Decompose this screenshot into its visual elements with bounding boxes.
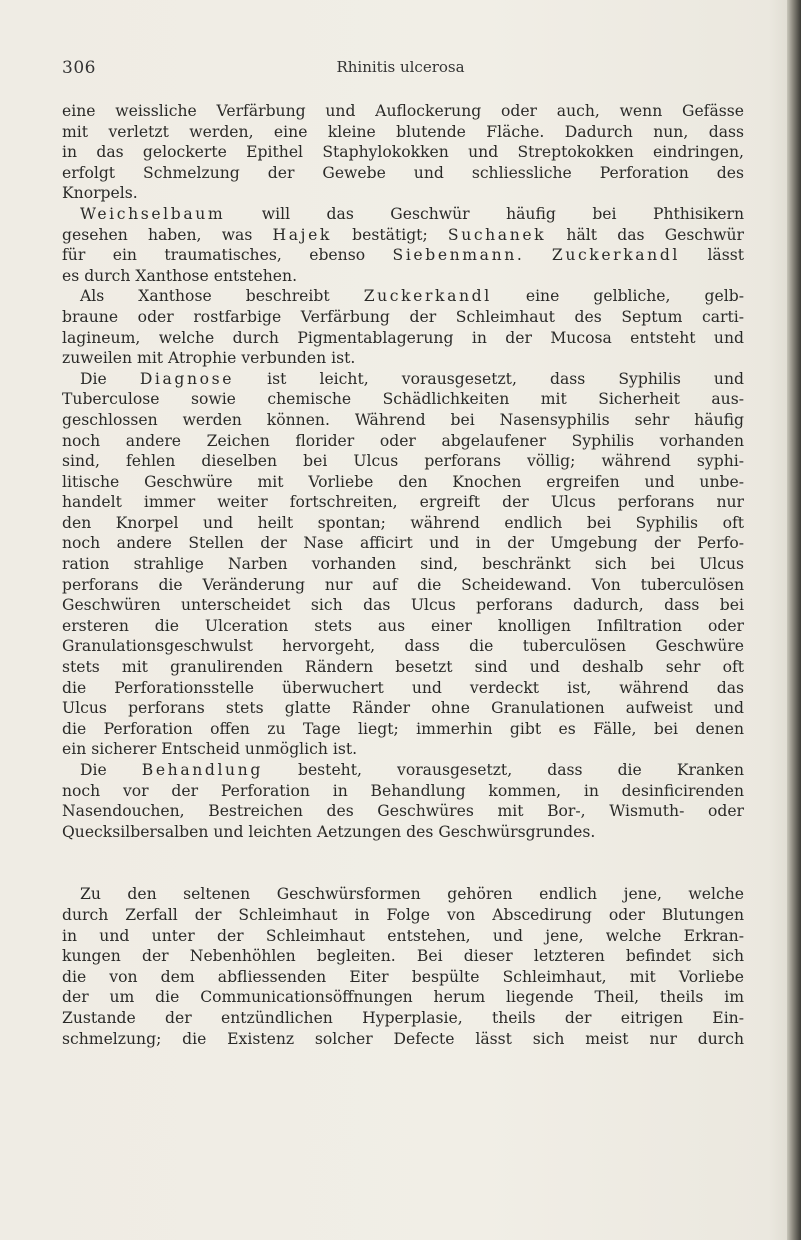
text-line: der um die Communicationsöffnungen herum liegende Theil, theils im (62, 988, 744, 1007)
body-text (62, 101, 744, 1049)
text-line (62, 760, 744, 781)
text-line: ein sicherer Entscheid unmöglich ist. (62, 740, 358, 759)
text-line (62, 286, 744, 307)
paragraph (62, 760, 744, 842)
section-gap (62, 842, 744, 884)
text-line: Quecksilbersalben und leichten Aetzungen des Geschwürsgrundes. (62, 822, 596, 841)
text-run: gesehen haben, was (62, 225, 273, 244)
text-line: mit verletzt werden, eine kleine blutende Fläche. Dadurch nun, dass (62, 122, 744, 141)
text-line: noch vor der Perforation in Behandlung kommen, in desinficirenden (62, 781, 744, 800)
paragraph (62, 369, 744, 760)
text-run: lässt (680, 246, 744, 265)
text-run: eine gelbliche, gelb- (491, 287, 744, 306)
text-line: Zustande der entzündlichen Hyperplasie, theils der eitrigen Ein- (62, 1008, 744, 1027)
text-line: kungen der Nebenhöhlen begleiten. Bei dieser letzteren befindet sich (62, 947, 744, 966)
text-line: zuweilen mit Atrophie verbunden ist. (62, 349, 356, 368)
text-line: schmelzung; die Existenz solcher Defecte lässt sich meist nur durch (62, 1029, 744, 1048)
text-run: Die (80, 369, 140, 388)
text-line: braune oder rostfarbige Verfärbung der Schleimhaut des Septum carti- (62, 307, 744, 326)
text-line: stets mit granulirenden Rändern besetzt sind und deshalb sehr oft (62, 658, 744, 677)
page-header (0, 58, 801, 82)
text-line: Ulcus perforans stets glatte Ränder ohne Granulationen aufweist und (62, 699, 744, 718)
text-line: ration strahlige Narben vorhanden sind, beschränkt sich bei Ulcus (62, 555, 744, 574)
text-run (524, 246, 551, 264)
text-line: in und unter der Schleimhaut entstehen, und jene, welche Erkran- (62, 926, 744, 945)
author-name: Suchanek (447, 225, 547, 244)
text-run: Die (80, 761, 142, 779)
text-line: Geschwüren unterscheidet sich das Ulcus perforans dadurch, dass bei (62, 596, 744, 615)
paragraph (62, 101, 744, 204)
text-line: litische Geschwüre mit Vorliebe den Knochen ergreifen und unbe- (62, 472, 744, 491)
text-line (62, 369, 744, 390)
text-run: für ein traumatisches, ebenso (62, 246, 393, 265)
text-line: noch andere Stellen der Nase afficirt und in der Umgebung der Perfo- (62, 534, 744, 553)
text-line: geschlossen werden können. Während bei Nasensyphilis sehr häufig (62, 410, 744, 429)
text-line: lagineum, welche durch Pigmentablagerung in der Mucosa entsteht und (62, 328, 744, 347)
text-line: es durch Xanthose entstehen. (62, 266, 298, 285)
text-line: Granulationsgeschwulst hervorgeht, dass die tuberculösen Geschwüre (62, 637, 744, 656)
page-number: 306 (62, 58, 96, 78)
paragraph (62, 884, 744, 1049)
text-line: den Knorpel und heilt spontan; während endlich bei Syphilis oft (62, 513, 744, 532)
text-run: ist leicht, vorausgesetzt, dass Syphilis und (234, 369, 744, 388)
text-line: Zu den seltenen Geschwürsformen gehören endlich jene, welche (80, 885, 744, 904)
text-run: will das Geschwür häufig bei Phthisikern (225, 204, 744, 223)
text-run: bestätigt; (331, 225, 448, 244)
text-line: in das gelockerte Epithel Staphylokokken und Streptokokken eindringen, (62, 143, 744, 162)
text-line: eine weissliche Verfärbung und Auflockerung oder auch, wenn Gefässe (62, 102, 744, 120)
author-name: Zuckerkandl (551, 246, 680, 265)
text-line: Tuberculose sowie chemische Schädlichkeiten mit Sicherheit aus- (62, 390, 744, 409)
text-line (62, 225, 744, 246)
text-line (62, 204, 744, 225)
text-run: Als Xanthose beschreibt (80, 287, 364, 306)
section-keyword: Behandlung (141, 761, 263, 779)
text-line: sind, fehlen dieselben bei Ulcus perforans völlig; während syphi- (62, 452, 744, 471)
text-line: die Perforation offen zu Tage liegt; immerhin gibt es Fälle, bei denen (62, 719, 744, 738)
text-line: ersteren die Ulceration stets aus einer knolligen Infiltration oder (62, 616, 744, 635)
text-line: die von dem abfliessenden Eiter bespülte Schleimhaut, mit Vorliebe (62, 967, 744, 986)
text-run: besteht, vorausgesetzt, dass die Kranken (262, 761, 744, 779)
paragraph (62, 286, 744, 368)
text-line: handelt immer weiter fortschreiten, ergreift der Ulcus perforans nur (62, 493, 744, 512)
text-line: die Perforationsstelle überwuchert und verdeckt ist, während das (62, 678, 744, 697)
text-line (62, 245, 744, 266)
author-name: Hajek (272, 225, 332, 244)
text-line: perforans die Veränderung nur auf die Scheidewand. Von tuberculösen (62, 575, 744, 594)
text-line: noch andere Zeichen florider oder abgelaufener Syphilis vorhanden (62, 431, 744, 450)
text-line: Nasendouchen, Bestreichen des Geschwüres mit Bor-, Wismuth- oder (62, 802, 744, 821)
page-binding-edge (787, 0, 801, 1240)
section-keyword: Diagnose (139, 369, 235, 388)
text-line: Knorpels. (62, 184, 138, 203)
text-line: erfolgt Schmelzung der Gewebe und schliessliche Perforation des (62, 163, 744, 182)
running-title: Rhinitis ulcerosa (336, 58, 465, 76)
text-line: durch Zerfall der Schleimhaut in Folge von Abscedirung oder Blutungen (62, 905, 744, 924)
text-run: hält das Geschwür (546, 225, 745, 244)
author-name: Weichselbaum (80, 204, 226, 223)
author-name: Siebenmann. (392, 246, 525, 265)
paragraph (62, 204, 744, 286)
author-name: Zuckerkandl (363, 287, 492, 306)
